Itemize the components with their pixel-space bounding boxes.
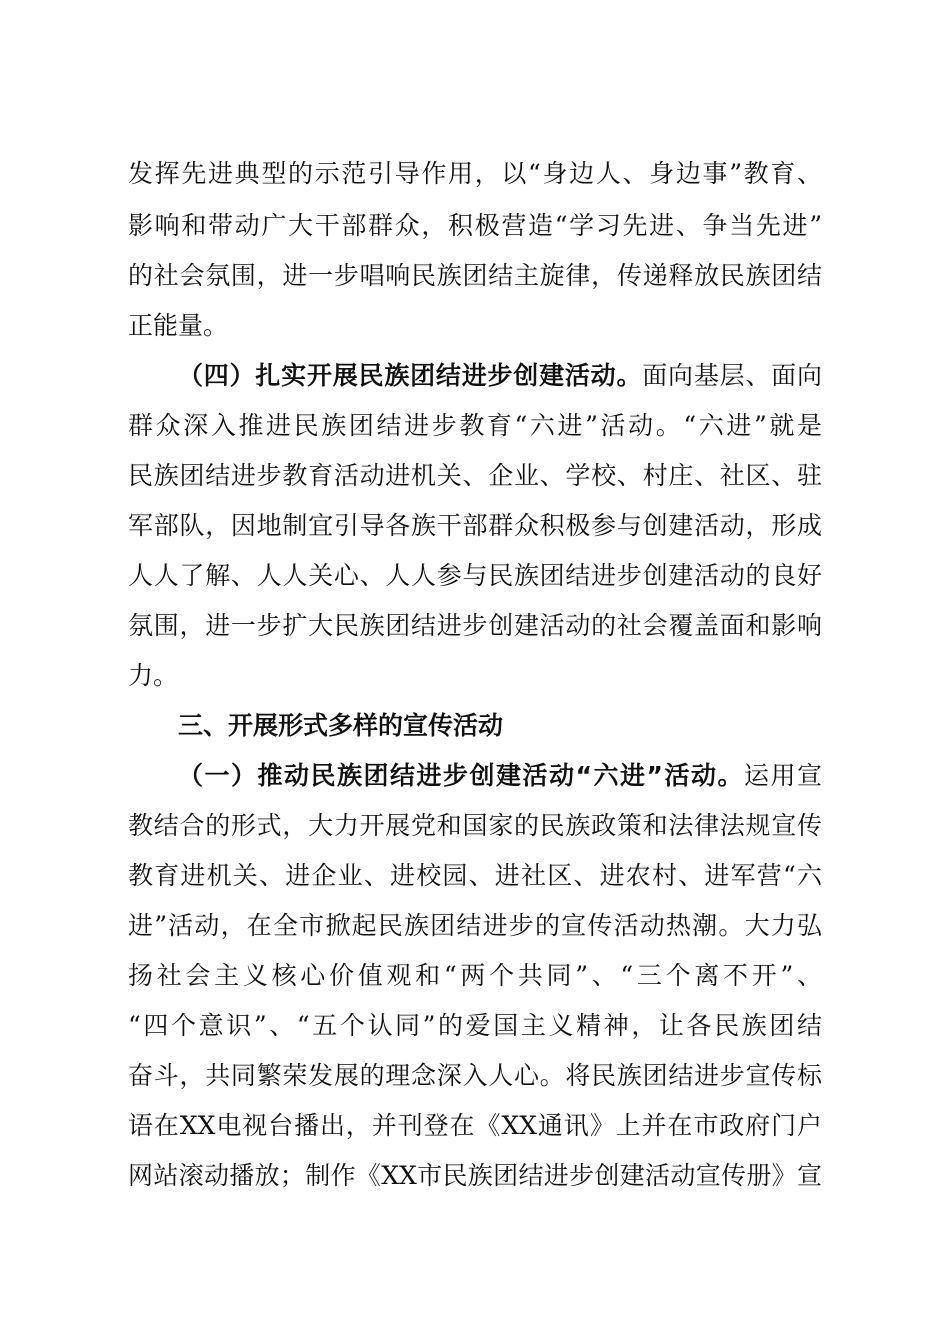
paragraph-3-line: “四个意识”、“五个认同”的爱国主义精神，让各民族团结 [128,1011,822,1040]
paragraph-1-line: 发挥先进典型的示范引导作用，以“身边人、身边事”教育、 [128,159,822,188]
paragraph-3-line: 奋斗，共同繁荣发展的理念深入人心。将民族团结进步宣传标 [128,1061,822,1090]
paragraph-2-line: 人人了解、人人关心、人人参与民族团结进步创建活动的良好 [128,561,822,590]
paragraph-3-line: 进”活动，在全市掀起民族团结进步的宣传活动热潮。大力弘 [128,911,822,940]
paragraph-1-line: 的社会氛围，进一步唱响民族团结主旋律，传递释放民族团结 [128,261,822,290]
paragraph-2-bold-lead: （四）扎实开展民族团结进步创建活动。 [178,361,643,390]
paragraph-3-line: 教结合的形式，大力开展党和国家的民族政策和法律法规宣传 [128,811,822,840]
paragraph-2-line: 群众深入推进民族团结进步教育“六进”活动。“六进”就是 [128,411,822,440]
section-heading: 三、开展形式多样的宣传活动 [178,711,504,740]
paragraph-2-line: 军部队，因地制宜引导各族干部群众积极参与创建活动，形成 [128,511,822,540]
paragraph-1-line: 影响和带动广大干部群众，积极营造“学习先进、争当先进” [128,211,822,240]
paragraph-2-line: 民族团结进步教育活动进机关、企业、学校、村庄、社区、驻 [128,461,822,490]
paragraph-3-line: 网站滚动播放；制作《XX市民族团结进步创建活动宣传册》宣 [128,1161,822,1190]
paragraph-2-first-line-rest: 面向基层、面向 [642,361,822,390]
paragraph-1-line: 正能量。 [128,311,229,340]
paragraph-2-line: 力。 [128,661,179,690]
paragraph-2-first-line [178,356,822,396]
paragraph-2-line: 氛围，进一步扩大民族团结进步创建活动的社会覆盖面和影响 [128,611,822,640]
paragraph-3-bold-lead: （一）推动民族团结进步创建活动“六进”活动。 [178,761,744,790]
paragraph-3-line: 教育进机关、进企业、进校园、进社区、进农村、进军营“六 [128,861,822,890]
paragraph-3-first-line [178,756,822,796]
paragraph-3-first-line-rest: 运用宣 [743,761,822,790]
paragraph-3-line: 语在XX电视台播出，并刊登在《XX通讯》上并在市政府门户 [128,1111,822,1140]
paragraph-3-line: 扬社会主义核心价值观和“两个共同”、“三个离不开”、 [128,961,822,990]
